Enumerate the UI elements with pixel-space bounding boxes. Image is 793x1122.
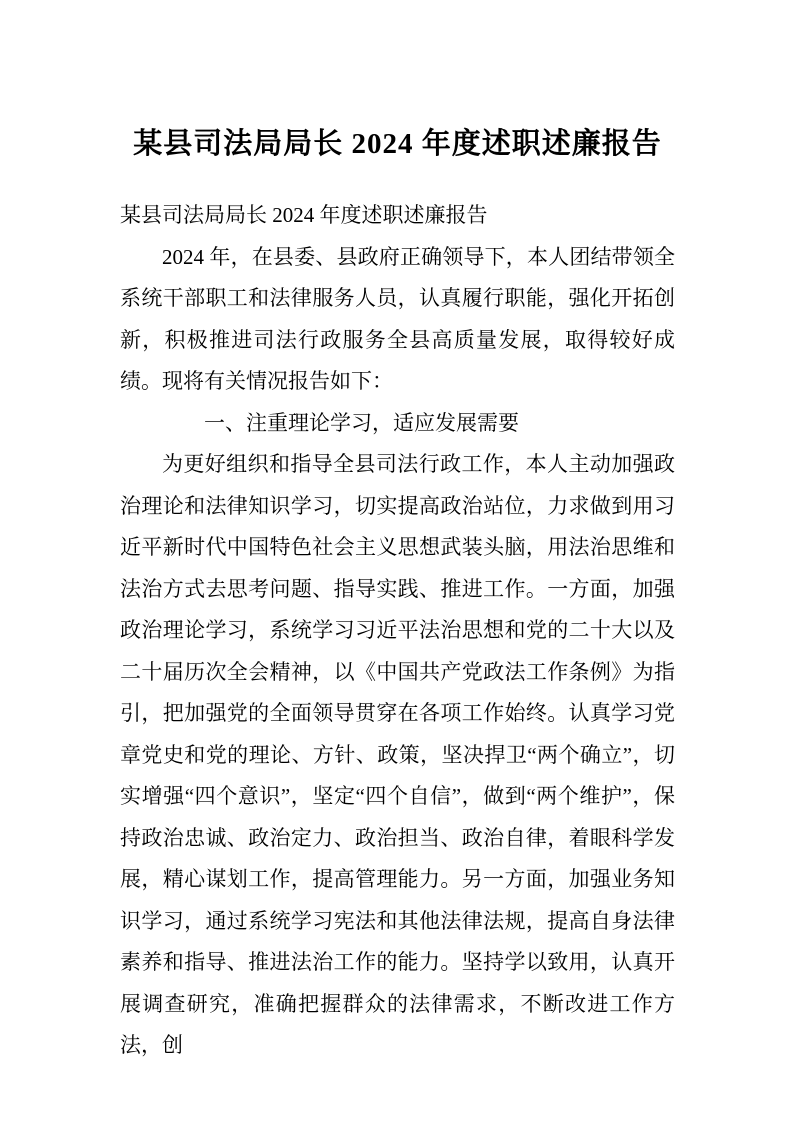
document-title: 某县司法局局长 2024 年度述职述廉报告 bbox=[133, 128, 662, 160]
section-1-paragraph: 为更好组织和指导全县司法行政工作，本人主动加强政治理论和法律知识学习，切实提高政治站位，力求做到用习近平新时代中国特色社会主义思想武装头脑，用法治思维和法治方式去思考问题、指导实践、推进工作。一方面，加强政治理论学习，系统学习习近平法治思想和党的二十大以及二十届历次全会精神，以《中国共产党政法工作条例》为指引，把加强党的全面领导贯穿在各项工作始终。认真学习党章党史和党的理论、方针、政策，坚决捍卫“两个确立”，切实增强“四个意识”，坚定“四个自信”，做到“两个维护”，保持政治忠诚、政治定力、政治担当、政治自律，着眼科学发展，精心谋划工作，提高管理能力。另一方面，加强业务知识学习，通过系统学习宪法和其他法律法规，提高自身法律素养和指导、推进法治工作的能力。坚持学以致用，认真开展调查研究，准确把握群众的法律需求，不断改进工作方法，创 bbox=[120, 452, 675, 1057]
section-1-heading: 一、注重理论学习，适应发展需要 bbox=[204, 410, 519, 435]
intro-paragraph: 2024 年，在县委、县政府正确领导下，本人团结带领全系统干部职工和法律服务人员，认真履行职能，强化开拓创新，积极推进司法行政服务全县高质量发展，取得较好成绩。现将有关情况报告如下： bbox=[120, 244, 675, 393]
document-subtitle: 某县司法局局长 2024 年度述职述廉报告 bbox=[120, 203, 488, 227]
